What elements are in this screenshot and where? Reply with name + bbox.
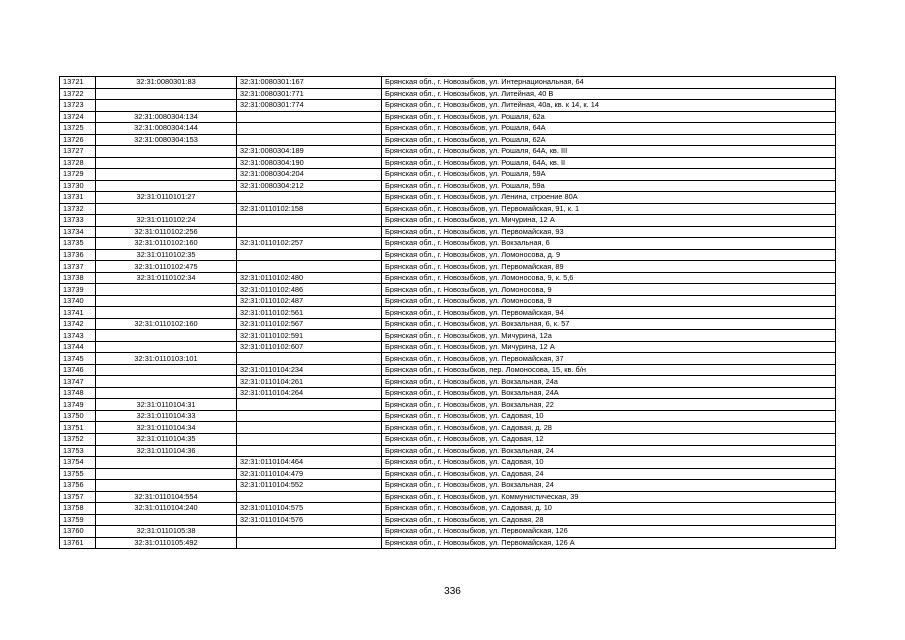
cadastral-number-building-cell [237, 491, 382, 503]
cadastral-number-land-cell [96, 457, 237, 469]
address-cell: Брянская обл., г. Новозыбков, пер. Ломоносова, 15, кв. б/н [382, 364, 836, 376]
table-row [60, 203, 836, 215]
cadastral-number-land-cell [96, 100, 237, 112]
cadastral-number-building-cell [237, 192, 382, 204]
cadastral-number-land-cell [96, 307, 237, 319]
cadastral-number-land-cell: 32:31:0110102:34 [96, 272, 237, 284]
registry-table [59, 76, 836, 549]
address-cell: Брянская обл., г. Новозыбков, ул. Мичурина, 12а [382, 330, 836, 342]
address-cell: Брянская обл., г. Новозыбков, ул. Садовая, 28 [382, 514, 836, 526]
table-row [60, 457, 836, 469]
cadastral-number-land-cell [96, 341, 237, 353]
table-row [60, 215, 836, 227]
address-cell: Брянская обл., г. Новозыбков, ул. Ломоносова, 9, к. 5,6 [382, 272, 836, 284]
table-row [60, 480, 836, 492]
row-number-cell: 13742 [60, 318, 96, 330]
cadastral-number-building-cell [237, 249, 382, 261]
cadastral-number-building-cell [237, 123, 382, 135]
cadastral-number-land-cell: 32:31:0110102:256 [96, 226, 237, 238]
table-row [60, 537, 836, 549]
cadastral-number-land-cell: 32:31:0110105:38 [96, 526, 237, 538]
cadastral-number-building-cell [237, 353, 382, 365]
cadastral-number-land-cell: 32:31:0080304:153 [96, 134, 237, 146]
cadastral-number-building-cell: 32:31:0110102:607 [237, 341, 382, 353]
address-cell: Брянская обл., г. Новозыбков, ул. Вокзальная, 24 [382, 445, 836, 457]
cadastral-number-land-cell: 32:31:0110102:475 [96, 261, 237, 273]
address-cell: Брянская обл., г. Новозыбков, ул. Вокзальная, 6 [382, 238, 836, 250]
cadastral-number-building-cell: 32:31:0110102:567 [237, 318, 382, 330]
row-number-cell: 13723 [60, 100, 96, 112]
row-number-cell: 13740 [60, 295, 96, 307]
row-number-cell: 13730 [60, 180, 96, 192]
row-number-cell: 13727 [60, 146, 96, 158]
cadastral-number-building-cell: 32:31:0110104:264 [237, 387, 382, 399]
cadastral-number-building-cell: 32:31:0110104:234 [237, 364, 382, 376]
row-number-cell: 13739 [60, 284, 96, 296]
table-row [60, 157, 836, 169]
cadastral-number-land-cell [96, 157, 237, 169]
cadastral-number-building-cell [237, 433, 382, 445]
cadastral-number-building-cell [237, 261, 382, 273]
cadastral-number-building-cell: 32:31:0110102:480 [237, 272, 382, 284]
cadastral-number-land-cell [96, 295, 237, 307]
table-row [60, 180, 836, 192]
table-row [60, 123, 836, 135]
cadastral-number-building-cell [237, 134, 382, 146]
registry-table-body [60, 77, 836, 549]
row-number-cell: 13732 [60, 203, 96, 215]
row-number-cell: 13753 [60, 445, 96, 457]
address-cell: Брянская обл., г. Новозыбков, ул. Первомайская, 126 А [382, 537, 836, 549]
row-number-cell: 13724 [60, 111, 96, 123]
address-cell: Брянская обл., г. Новозыбков, ул. Рошаля, 64А, кв. III [382, 146, 836, 158]
table-row [60, 88, 836, 100]
row-number-cell: 13733 [60, 215, 96, 227]
address-cell: Брянская обл., г. Новозыбков, ул. Рошаля, 64А, кв. II [382, 157, 836, 169]
table-row [60, 192, 836, 204]
address-cell: Брянская обл., г. Новозыбков, ул. Коммунистическая, 39 [382, 491, 836, 503]
address-cell: Брянская обл., г. Новозыбков, ул. Первомайская, 89 [382, 261, 836, 273]
address-cell: Брянская обл., г. Новозыбков, ул. Мичурина, 12 А [382, 341, 836, 353]
cadastral-number-land-cell: 32:31:0110102:160 [96, 238, 237, 250]
address-cell: Брянская обл., г. Новозыбков, ул. Первомайская, 37 [382, 353, 836, 365]
table-row [60, 422, 836, 434]
row-number-cell: 13729 [60, 169, 96, 181]
table-row [60, 387, 836, 399]
cadastral-number-building-cell [237, 526, 382, 538]
table-row [60, 330, 836, 342]
cadastral-number-building-cell [237, 215, 382, 227]
table-row [60, 353, 836, 365]
cadastral-number-building-cell [237, 537, 382, 549]
cadastral-number-building-cell: 32:31:0110102:486 [237, 284, 382, 296]
row-number-cell: 13755 [60, 468, 96, 480]
row-number-cell: 13750 [60, 410, 96, 422]
table-row [60, 111, 836, 123]
table-row [60, 503, 836, 515]
cadastral-number-land-cell: 32:31:0110104:31 [96, 399, 237, 411]
row-number-cell: 13735 [60, 238, 96, 250]
row-number-cell: 13721 [60, 77, 96, 89]
address-cell: Брянская обл., г. Новозыбков, ул. Вокзальная, 22 [382, 399, 836, 411]
table-row [60, 468, 836, 480]
row-number-cell: 13731 [60, 192, 96, 204]
cadastral-number-building-cell: 32:31:0110104:575 [237, 503, 382, 515]
cadastral-number-building-cell: 32:31:0110104:576 [237, 514, 382, 526]
address-cell: Брянская обл., г. Новозыбков, ул. Литейная, 40а, кв. к 14, к. 14 [382, 100, 836, 112]
row-number-cell: 13725 [60, 123, 96, 135]
table-row [60, 284, 836, 296]
cadastral-number-building-cell: 32:31:0110104:261 [237, 376, 382, 388]
cadastral-number-land-cell [96, 514, 237, 526]
cadastral-number-land-cell [96, 387, 237, 399]
row-number-cell: 13757 [60, 491, 96, 503]
cadastral-number-land-cell [96, 284, 237, 296]
cadastral-number-land-cell: 32:31:0080301:83 [96, 77, 237, 89]
table-row [60, 514, 836, 526]
cadastral-number-land-cell [96, 146, 237, 158]
row-number-cell: 13751 [60, 422, 96, 434]
table-row [60, 341, 836, 353]
address-cell: Брянская обл., г. Новозыбков, ул. Ломоносова, 9 [382, 295, 836, 307]
cadastral-number-land-cell: 32:31:0110104:240 [96, 503, 237, 515]
cadastral-number-land-cell [96, 364, 237, 376]
table-row [60, 295, 836, 307]
row-number-cell: 13728 [60, 157, 96, 169]
address-cell: Брянская обл., г. Новозыбков, ул. Рошаля, 59а [382, 180, 836, 192]
table-row [60, 399, 836, 411]
address-cell: Брянская обл., г. Новозыбков, ул. Садовая, 24 [382, 468, 836, 480]
table-row [60, 100, 836, 112]
table-row [60, 526, 836, 538]
address-cell: Брянская обл., г. Новозыбков, ул. Садовая, 10 [382, 410, 836, 422]
row-number-cell: 13758 [60, 503, 96, 515]
row-number-cell: 13748 [60, 387, 96, 399]
row-number-cell: 13756 [60, 480, 96, 492]
cadastral-number-building-cell: 32:31:0080301:771 [237, 88, 382, 100]
address-cell: Брянская обл., г. Новозыбков, ул. Первомайская, 91, к. 1 [382, 203, 836, 215]
cadastral-number-land-cell: 32:31:0080304:134 [96, 111, 237, 123]
table-row [60, 376, 836, 388]
address-cell: Брянская обл., г. Новозыбков, ул. Ломоносова, д. 9 [382, 249, 836, 261]
address-cell: Брянская обл., г. Новозыбков, ул. Литейная, 40 В [382, 88, 836, 100]
cadastral-number-land-cell: 32:31:0110101:27 [96, 192, 237, 204]
address-cell: Брянская обл., г. Новозыбков, ул. Ломоносова, 9 [382, 284, 836, 296]
address-cell: Брянская обл., г. Новозыбков, ул. Вокзальная, 6, к. 57 [382, 318, 836, 330]
address-cell: Брянская обл., г. Новозыбков, ул. Ленина, строение 80А [382, 192, 836, 204]
cadastral-number-building-cell: 32:31:0080301:167 [237, 77, 382, 89]
cadastral-number-building-cell: 32:31:0080304:189 [237, 146, 382, 158]
cadastral-number-land-cell: 32:31:0110105:492 [96, 537, 237, 549]
address-cell: Брянская обл., г. Новозыбков, ул. Рошаля, 59А [382, 169, 836, 181]
address-cell: Брянская обл., г. Новозыбков, ул. Интернациональная, 64 [382, 77, 836, 89]
table-row [60, 134, 836, 146]
row-number-cell: 13754 [60, 457, 96, 469]
cadastral-number-building-cell: 32:31:0110102:561 [237, 307, 382, 319]
row-number-cell: 13737 [60, 261, 96, 273]
row-number-cell: 13752 [60, 433, 96, 445]
address-cell: Брянская обл., г. Новозыбков, ул. Рошаля, 62а [382, 111, 836, 123]
table-row [60, 433, 836, 445]
cadastral-number-land-cell: 32:31:0110104:35 [96, 433, 237, 445]
address-cell: Брянская обл., г. Новозыбков, ул. Вокзальная, 24а [382, 376, 836, 388]
table-row [60, 491, 836, 503]
table-row [60, 364, 836, 376]
page-number: 336 [444, 586, 461, 597]
cadastral-number-building-cell: 32:31:0110104:464 [237, 457, 382, 469]
address-cell: Брянская обл., г. Новозыбков, ул. Мичурина, 12 А [382, 215, 836, 227]
cadastral-number-land-cell: 32:31:0110104:554 [96, 491, 237, 503]
address-cell: Брянская обл., г. Новозыбков, ул. Рошаля, 62А [382, 134, 836, 146]
table-row [60, 169, 836, 181]
cadastral-number-building-cell [237, 422, 382, 434]
cadastral-number-land-cell: 32:31:0110104:34 [96, 422, 237, 434]
row-number-cell: 13760 [60, 526, 96, 538]
address-cell: Брянская обл., г. Новозыбков, ул. Первомайская, 93 [382, 226, 836, 238]
cadastral-number-land-cell: 32:31:0110103:101 [96, 353, 237, 365]
row-number-cell: 13749 [60, 399, 96, 411]
table-row [60, 226, 836, 238]
cadastral-number-building-cell [237, 111, 382, 123]
cadastral-number-land-cell [96, 468, 237, 480]
row-number-cell: 13761 [60, 537, 96, 549]
cadastral-number-land-cell [96, 203, 237, 215]
table-row [60, 249, 836, 261]
cadastral-number-building-cell [237, 399, 382, 411]
row-number-cell: 13726 [60, 134, 96, 146]
table-row [60, 261, 836, 273]
table-row [60, 410, 836, 422]
address-cell: Брянская обл., г. Новозыбков, ул. Рошаля, 64А [382, 123, 836, 135]
cadastral-number-building-cell: 32:31:0110104:552 [237, 480, 382, 492]
cadastral-number-building-cell: 32:31:0110102:158 [237, 203, 382, 215]
address-cell: Брянская обл., г. Новозыбков, ул. Садовая, д. 10 [382, 503, 836, 515]
table-row [60, 146, 836, 158]
cadastral-number-land-cell [96, 480, 237, 492]
row-number-cell: 13747 [60, 376, 96, 388]
cadastral-number-building-cell: 32:31:0110102:257 [237, 238, 382, 250]
cadastral-number-land-cell: 32:31:0110104:36 [96, 445, 237, 457]
cadastral-number-building-cell: 32:31:0110104:479 [237, 468, 382, 480]
address-cell: Брянская обл., г. Новозыбков, ул. Садовая, 12 [382, 433, 836, 445]
cadastral-number-land-cell: 32:31:0110102:35 [96, 249, 237, 261]
table-row [60, 238, 836, 250]
table-row [60, 318, 836, 330]
row-number-cell: 13744 [60, 341, 96, 353]
cadastral-number-building-cell [237, 226, 382, 238]
row-number-cell: 13759 [60, 514, 96, 526]
cadastral-number-land-cell: 32:31:0110102:160 [96, 318, 237, 330]
cadastral-number-land-cell [96, 88, 237, 100]
cadastral-number-land-cell [96, 180, 237, 192]
row-number-cell: 13741 [60, 307, 96, 319]
row-number-cell: 13745 [60, 353, 96, 365]
address-cell: Брянская обл., г. Новозыбков, ул. Вокзальная, 24 [382, 480, 836, 492]
cadastral-number-land-cell [96, 330, 237, 342]
cadastral-number-building-cell: 32:31:0080304:204 [237, 169, 382, 181]
cadastral-number-building-cell [237, 410, 382, 422]
row-number-cell: 13736 [60, 249, 96, 261]
cadastral-number-land-cell: 32:31:0080304:144 [96, 123, 237, 135]
address-cell: Брянская обл., г. Новозыбков, ул. Первомайская, 126 [382, 526, 836, 538]
address-cell: Брянская обл., г. Новозыбков, ул. Первомайская, 94 [382, 307, 836, 319]
table-row [60, 307, 836, 319]
row-number-cell: 13734 [60, 226, 96, 238]
table-row [60, 445, 836, 457]
row-number-cell: 13746 [60, 364, 96, 376]
cadastral-number-land-cell [96, 169, 237, 181]
table-row [60, 272, 836, 284]
cadastral-number-building-cell: 32:31:0080301:774 [237, 100, 382, 112]
cadastral-number-building-cell: 32:31:0110102:591 [237, 330, 382, 342]
table-row [60, 77, 836, 89]
cadastral-number-land-cell: 32:31:0110102:24 [96, 215, 237, 227]
address-cell: Брянская обл., г. Новозыбков, ул. Садовая, 10 [382, 457, 836, 469]
row-number-cell: 13722 [60, 88, 96, 100]
cadastral-number-building-cell: 32:31:0080304:212 [237, 180, 382, 192]
cadastral-number-building-cell: 32:31:0110102:487 [237, 295, 382, 307]
cadastral-number-building-cell: 32:31:0080304:190 [237, 157, 382, 169]
row-number-cell: 13738 [60, 272, 96, 284]
address-cell: Брянская обл., г. Новозыбков, ул. Вокзальная, 24А [382, 387, 836, 399]
cadastral-number-building-cell [237, 445, 382, 457]
address-cell: Брянская обл., г. Новозыбков, ул. Садовая, д. 28 [382, 422, 836, 434]
cadastral-number-land-cell [96, 376, 237, 388]
cadastral-number-land-cell: 32:31:0110104:33 [96, 410, 237, 422]
row-number-cell: 13743 [60, 330, 96, 342]
